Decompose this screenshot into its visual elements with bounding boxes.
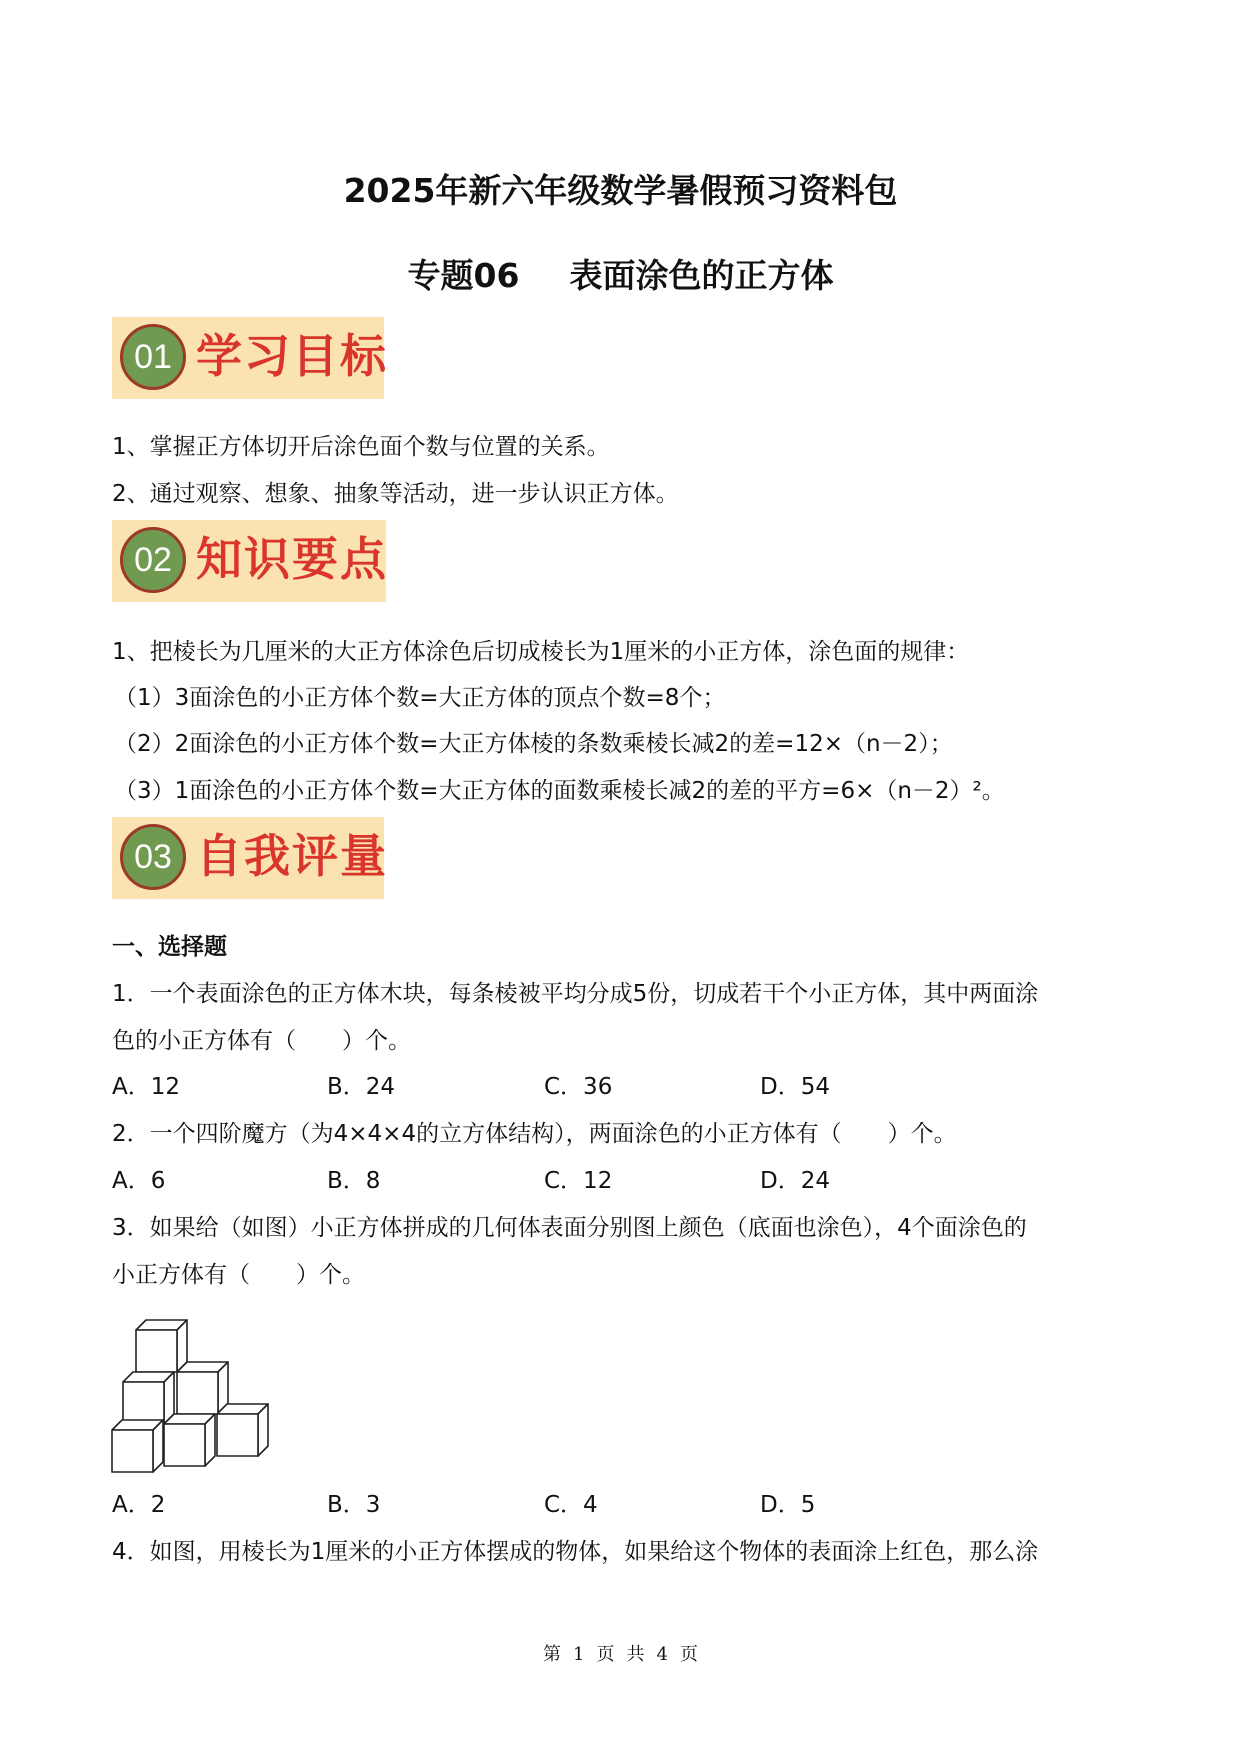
document-title: 2025年新六年级数学暑假预习资料包 bbox=[343, 171, 898, 210]
total-pages: 4 bbox=[656, 1644, 668, 1665]
knowledge-line: 1、把棱长为几厘米的大正方体涂色后切成棱长为1厘米的小正方体，涂色面的规律： bbox=[112, 639, 970, 665]
cube bbox=[123, 1372, 174, 1424]
section-label: 知识要点 bbox=[196, 532, 388, 586]
option-c[interactable]: C．36 bbox=[544, 1074, 613, 1100]
question-1-line: 色的小正方体有（ ）个。 bbox=[112, 1028, 411, 1054]
section-number-badge: 01 bbox=[120, 324, 186, 390]
option-a[interactable]: A．12 bbox=[112, 1074, 181, 1100]
section-label: 学习目标 bbox=[196, 329, 388, 383]
option-c[interactable]: C．4 bbox=[544, 1492, 598, 1518]
quiz-heading: 一、选择题 bbox=[112, 934, 227, 960]
cube bbox=[112, 1420, 163, 1472]
knowledge-line: （1）3面涂色的小正方体个数=大正方体的顶点个数=8个； bbox=[114, 685, 726, 711]
question-3-line: 3．如果给（如图）小正方体拼成的几何体表面分别图上颜色（底面也涂色），4个面涂色的 bbox=[112, 1215, 1027, 1241]
knowledge-line: （2）2面涂色的小正方体个数=大正方体棱的条数乘棱长减2的差=12×（n－2）； bbox=[114, 731, 953, 757]
cube bbox=[217, 1404, 268, 1456]
topic-title bbox=[0, 250, 1241, 297]
option-d[interactable]: D．24 bbox=[760, 1168, 830, 1194]
question-1-line: 1．一个表面涂色的正方体木块，每条棱被平均分成5份，切成若干个小正方体，其中两面涂 bbox=[112, 981, 1039, 1007]
footer-word: 页 bbox=[679, 1644, 698, 1665]
question-2-line: 2．一个四阶魔方（为4×4×4的立方体结构），两面涂色的小正方体有（ ）个。 bbox=[112, 1121, 957, 1147]
goal-line: 2、通过观察、想象、抽象等活动，进一步认识正方体。 bbox=[112, 481, 679, 507]
question-3-options bbox=[112, 1490, 1012, 1520]
option-b[interactable]: B．24 bbox=[327, 1074, 396, 1100]
cube bbox=[177, 1362, 228, 1414]
goal-line: 1、掌握正方体切开后涂色面个数与位置的关系。 bbox=[112, 434, 610, 460]
cube bbox=[136, 1320, 187, 1372]
current-page: 1 bbox=[573, 1644, 585, 1665]
option-b[interactable]: B．8 bbox=[327, 1168, 381, 1194]
knowledge-line: （3）1面涂色的小正方体个数=大正方体的面数乘棱长减2的差的平方=6×（n－2）²。 bbox=[114, 778, 1005, 804]
topic-name: 表面涂色的正方体 bbox=[569, 256, 834, 295]
question-3-line: 小正方体有（ ）个。 bbox=[112, 1262, 365, 1288]
cube bbox=[164, 1414, 215, 1466]
cube-stack-figure bbox=[110, 1302, 280, 1474]
option-a[interactable]: A．6 bbox=[112, 1168, 166, 1194]
section-header-self-assessment bbox=[112, 817, 388, 899]
question-1-options bbox=[112, 1072, 1012, 1102]
question-4-line: 4．如图，用棱长为1厘米的小正方体摆成的物体，如果给这个物体的表面涂上红色，那么涂 bbox=[112, 1539, 1039, 1565]
option-b[interactable]: B．3 bbox=[327, 1492, 381, 1518]
page-footer bbox=[0, 1640, 1241, 1666]
option-d[interactable]: D．5 bbox=[760, 1492, 816, 1518]
section-header-knowledge bbox=[112, 520, 386, 602]
section-label: 自我评量 bbox=[196, 829, 388, 883]
question-2-options bbox=[112, 1166, 1012, 1196]
footer-word: 页 bbox=[596, 1644, 615, 1665]
topic-number: 专题06 bbox=[407, 256, 520, 295]
section-number-badge: 02 bbox=[120, 527, 186, 593]
option-d[interactable]: D．54 bbox=[760, 1074, 830, 1100]
footer-word: 共 bbox=[626, 1644, 645, 1665]
section-number-badge: 03 bbox=[120, 824, 186, 890]
section-header-goals bbox=[112, 317, 388, 399]
footer-word: 第 bbox=[543, 1644, 562, 1665]
option-a[interactable]: A．2 bbox=[112, 1492, 166, 1518]
option-c[interactable]: C．12 bbox=[544, 1168, 613, 1194]
